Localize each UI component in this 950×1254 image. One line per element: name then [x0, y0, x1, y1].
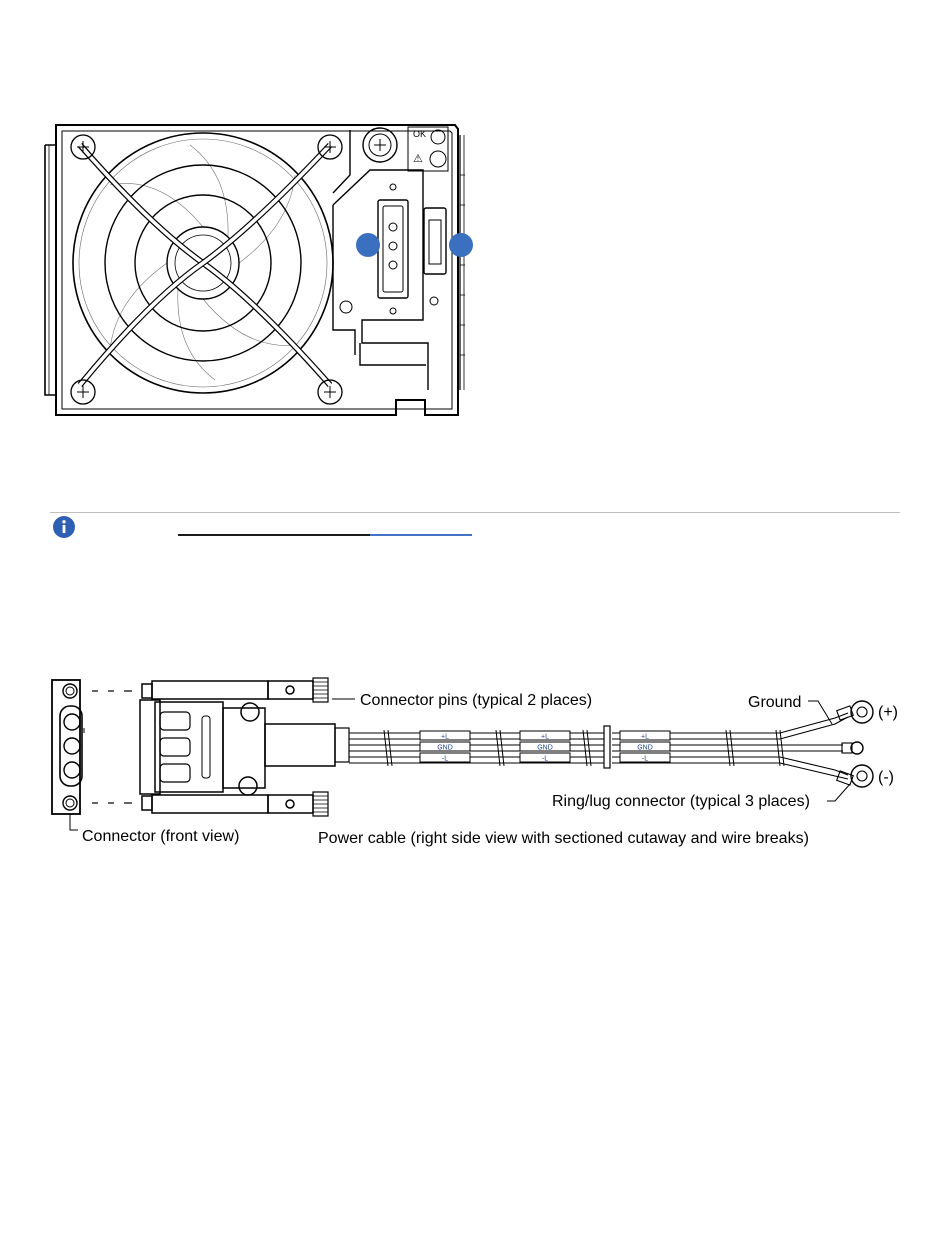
info-icon — [53, 516, 75, 538]
wire-tag-minus: -L — [441, 755, 449, 763]
ok-led-label: OK — [413, 129, 427, 139]
wire-tag-plus: +L — [541, 733, 549, 741]
label-ground: Ground — [748, 694, 802, 711]
label-power-cable: Power cable (right side view with sectioned cutaway and wire breaks) — [318, 830, 809, 847]
wire-tag-gnd: GND — [537, 744, 553, 752]
wire-tag-gnd: GND — [437, 744, 453, 752]
label-connector-front: Connector (front view) — [82, 828, 240, 845]
callout-dc-connector — [356, 233, 380, 257]
note-text-line — [178, 534, 370, 536]
power-cable-diagram — [0, 670, 950, 860]
callout-power-switch — [449, 233, 473, 257]
wire-tag-minus: -L — [641, 755, 649, 763]
label-ring-lug: Ring/lug connector (typical 3 places) — [552, 793, 810, 810]
wire-tag-gnd: GND — [637, 744, 653, 752]
label-connector-pins: Connector pins (typical 2 places) — [360, 692, 593, 709]
fault-led-label: ⚠ — [413, 153, 423, 165]
wire-tag-minus: -L — [541, 755, 549, 763]
psu-front-view — [40, 115, 480, 425]
note-link-line[interactable] — [370, 534, 472, 536]
wire-tag-plus: +L — [641, 733, 649, 741]
label-minus: (-) — [878, 769, 894, 786]
note-divider — [50, 512, 900, 513]
wire-tag-plus: +L — [441, 733, 449, 741]
label-plus: (+) — [878, 704, 898, 721]
